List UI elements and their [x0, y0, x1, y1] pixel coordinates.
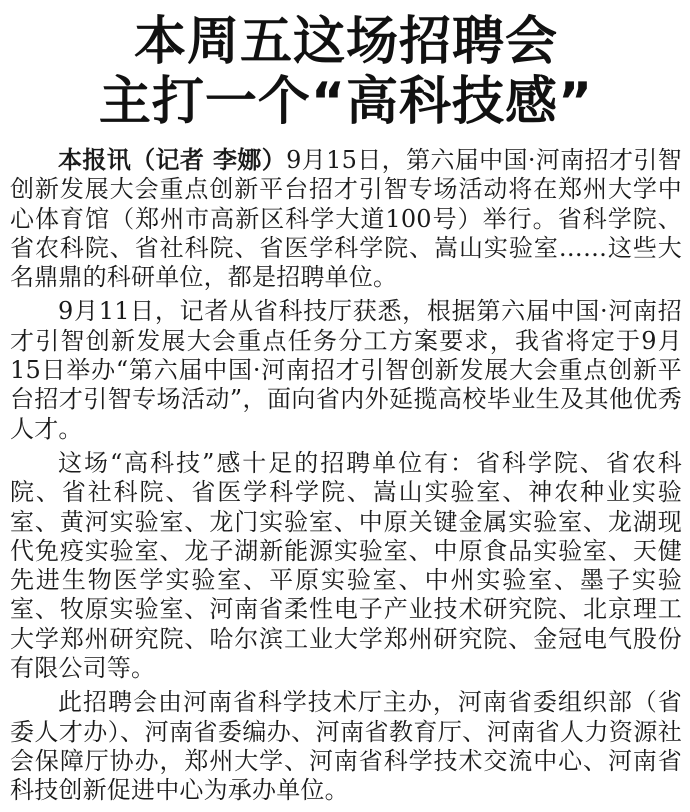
headline-line-2: 主打一个“高科技感”: [98, 72, 594, 132]
article-headline: [10, 0, 682, 132]
paragraph-3: 这场“高科技”感十足的招聘单位有：省科学院、省农科院、省社科院、省医学科学院、嵩山实验室、神农种业实验室、黄河实验室、龙门实验室、中原关键金属实验室、龙湖现代免疫实验室、龙子湖新能源实验室、中原食品实验室、天健先进生物医学实验室、平原实验室、中州实验室、墨子实验室、牧原实验室、河南省柔性电子产业技术研究院、北京理工大学郑州研究院、哈尔滨工业大学郑州研究院、金冠电气股份有限公司等。: [10, 448, 682, 683]
paragraph-2: 9月11日，记者从省科技厅获悉，根据第六届中国·河南招才引智创新发展大会重点任务分工方案要求，我省将定于9月15日举办“第六届中国·河南招才引智创新发展大会重点创新平台招才引智专场活动”，面向省内外延揽高校毕业生及其他优秀人才。: [10, 297, 682, 443]
article-body: [10, 146, 682, 806]
paragraph-1: [10, 146, 682, 292]
headline-line-1: 本周五这场招聘会: [133, 12, 558, 72]
paragraph-1-text: 9月15日，第六届中国·河南招才引智创新发展大会重点创新平台招才引智专场活动将在郑州大学中心体育馆（郑州市高新区科学大道100号）举行。省科学院、省农科院、省社科院、省医学科学院、嵩山实验室……这些大名鼎鼎的科研单位，都是招聘单位。: [10, 146, 682, 292]
paragraph-4: 此招聘会由河南省科学技术厅主办，河南省委组织部（省委人才办）、河南省委编办、河南省教育厅、河南省人力资源社会保障厅协办，郑州大学、河南省科学技术交流中心、河南省科技创新促进中心为承办单位。: [10, 688, 682, 805]
byline-lead: 本报讯（记者 李娜）: [58, 146, 287, 174]
